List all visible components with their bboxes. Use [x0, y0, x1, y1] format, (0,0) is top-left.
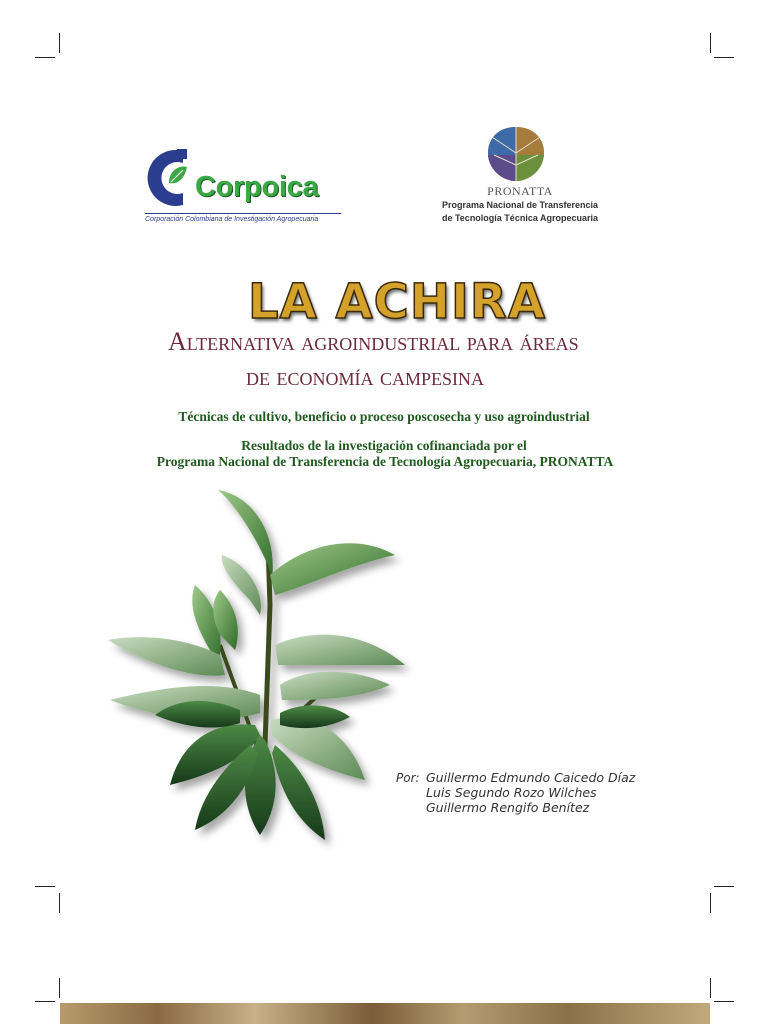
funding-line1: Resultados de la investigación cofinanciada por el [241, 438, 527, 453]
cover-tagline: Técnicas de cultivo, beneficio o proceso poscosecha y uso agroindustrial [178, 409, 590, 424]
cover-subtitle-line2: de economía campesina [246, 362, 485, 391]
crop-mark [35, 57, 55, 58]
funding-line2: Programa Nacional de Transferencia de Tecnología Agropecuaria, PRONATTA [156, 454, 614, 469]
pronatta-wordmark: PRONATTA [487, 184, 553, 198]
cover-title: LA ACHIRA [248, 274, 546, 330]
crop-mark [35, 886, 55, 887]
pronatta-description-line1: Programa Nacional de Transferencia [441, 200, 599, 210]
cover-subtitle-line1: Alternativa agroindustrial para áreas [168, 327, 579, 356]
author-name: Guillermo Rengifo Benítez [426, 800, 590, 815]
authors-list [426, 770, 635, 815]
crop-mark [710, 33, 711, 53]
crop-mark [714, 886, 734, 887]
corpoica-logo [143, 145, 343, 230]
authors-prefix: Por: [396, 771, 420, 785]
bottom-photo-strip [60, 1003, 710, 1024]
crop-mark [59, 978, 60, 998]
achira-plant-illustration [100, 485, 420, 855]
corpoica-emblem-icon [143, 145, 203, 211]
crop-mark [714, 1001, 734, 1002]
pronatta-description-line2: de Tecnología Técnica Agropecuaria [441, 213, 599, 223]
author-name: Luis Segundo Rozo Wilches [426, 785, 597, 800]
crop-mark [714, 57, 734, 58]
corpoica-subtitle: Corporación Colombiana de Investigación Agropecuaria [145, 213, 341, 223]
crop-mark [35, 1001, 55, 1002]
pronatta-logo [430, 125, 610, 230]
crop-mark [59, 33, 60, 53]
author-name: Guillermo Edmundo Caicedo Díaz [426, 770, 636, 785]
pronatta-description [430, 199, 610, 225]
crop-mark [710, 893, 711, 913]
corpoica-wordmark: Corpoica [195, 171, 319, 203]
pronatta-emblem-icon [486, 125, 546, 183]
crop-mark [710, 978, 711, 998]
crop-mark [59, 893, 60, 913]
